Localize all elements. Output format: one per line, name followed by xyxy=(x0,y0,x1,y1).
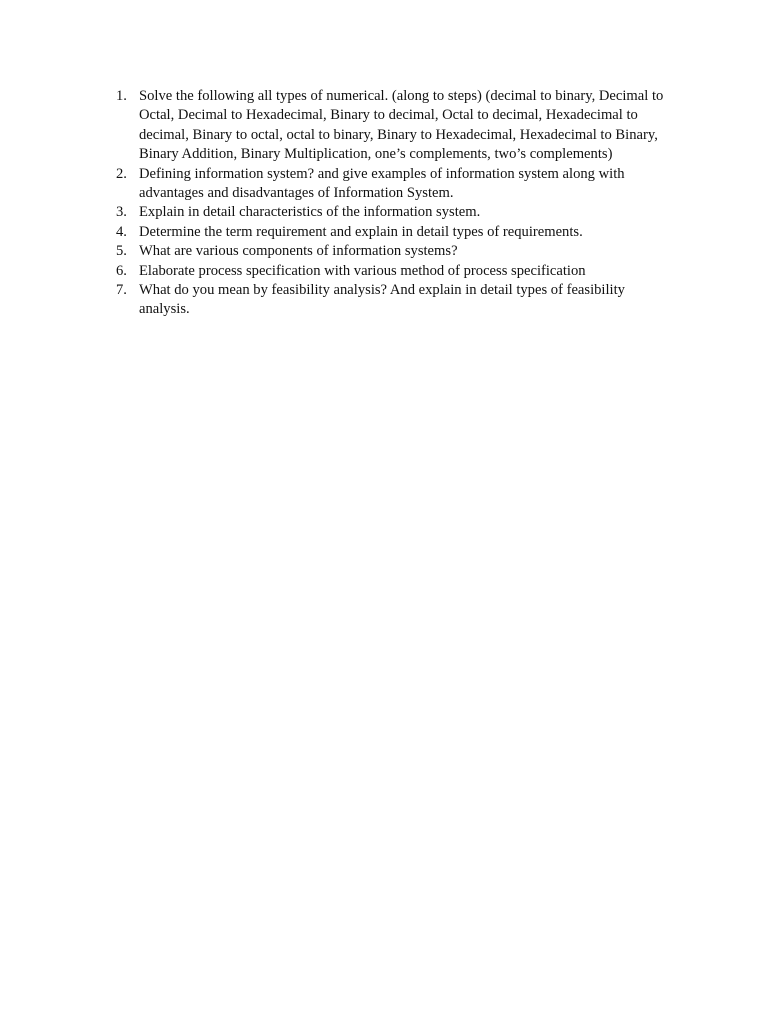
question-text: What are various components of information systems? xyxy=(139,243,458,260)
question-number: 1. xyxy=(116,88,127,104)
question-item-4 xyxy=(108,223,668,242)
question-text: What do you mean by feasibility analysis? And explain in detail types of feasibility analysis. xyxy=(139,282,625,318)
question-text: Explain in detail characteristics of the information system. xyxy=(139,204,481,221)
question-item-2 xyxy=(108,165,668,204)
question-number: 4. xyxy=(116,223,127,240)
question-text: Elaborate process specification with various method of process specification xyxy=(139,262,586,279)
question-text: Determine the term requirement and explain in detail types of requirements. xyxy=(139,223,583,240)
question-number: 3. xyxy=(116,204,127,221)
question-number: 2. xyxy=(116,165,127,182)
question-item-1 xyxy=(108,87,668,165)
question-text: Solve the following all types of numerical. (along to steps) (decimal to binary, Decimal to Octal, Decimal to Hexadecimal, Binary to decimal, Octal to decimal, Hexadecimal to decimal, Binary to octal, octal to binary, Binary to Hexadecimal, Hexadecimal to Binary, Binary Addition, Binary Multiplication, one’s complements, two’s complements) xyxy=(139,88,664,163)
question-number: 7. xyxy=(116,282,127,299)
question-item-6 xyxy=(108,262,668,281)
question-number: 6. xyxy=(116,262,127,279)
question-item-5 xyxy=(108,242,668,261)
question-list xyxy=(108,87,668,320)
question-text: Defining information system? and give examples of information system along with advantages and disadvantages of Information System. xyxy=(139,165,625,202)
question-item-3 xyxy=(108,203,668,222)
question-number: 5. xyxy=(116,243,127,260)
question-item-7 xyxy=(108,281,668,320)
